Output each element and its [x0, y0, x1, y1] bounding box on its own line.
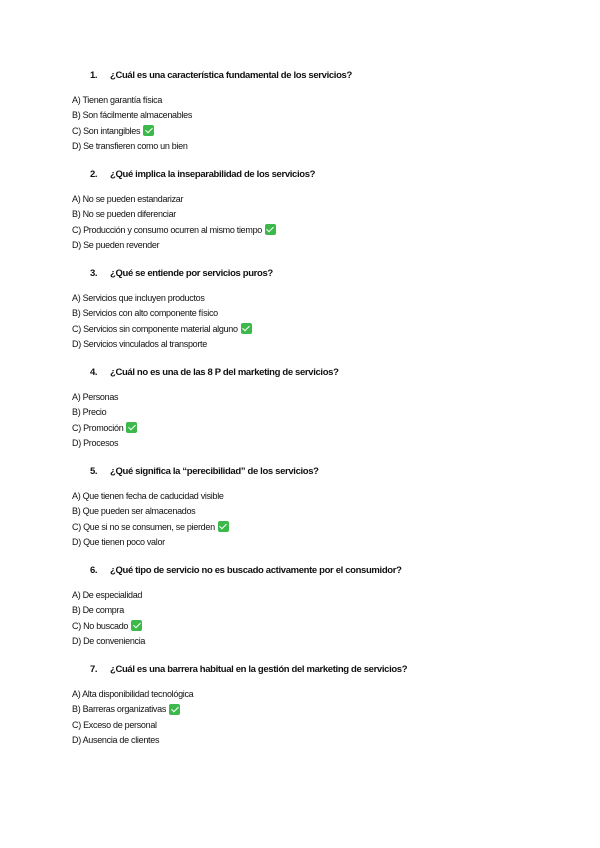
option-text: A) No se pueden estandarizar	[72, 193, 184, 204]
question-list	[72, 70, 572, 763]
option-text: A) Alta disponibilidad tecnológica	[72, 688, 194, 699]
answer-option	[72, 634, 572, 650]
option-text: A) Personas	[72, 391, 119, 402]
answer-option	[72, 686, 572, 702]
option-text: A) Tienen garantía física	[72, 94, 163, 105]
option-text: A) Que tienen fecha de caducidad visible	[72, 490, 224, 501]
question-text: ¿Qué se entiende por servicios puros?	[110, 268, 273, 279]
answer-option-correct	[72, 420, 572, 436]
question-heading	[72, 664, 572, 682]
answer-option	[72, 92, 572, 108]
option-text: B) Servicios con alto componente físico	[72, 308, 218, 319]
question-number: 4.	[90, 367, 98, 378]
question-5	[72, 466, 572, 550]
answer-option	[72, 488, 572, 504]
option-text: D) Servicios vinculados al transporte	[72, 339, 207, 350]
question-text: ¿Cuál es una característica fundamental de los servicios?	[110, 70, 352, 81]
answer-option-correct	[72, 618, 572, 634]
answer-option-correct	[72, 222, 572, 238]
answer-option-correct	[72, 123, 572, 139]
option-text: D) Que tienen poco valor	[72, 537, 165, 548]
question-number: 7.	[90, 664, 98, 675]
answer-option	[72, 603, 572, 619]
answer-option	[72, 733, 572, 749]
option-text: D) De conveniencia	[72, 636, 146, 647]
answer-option	[72, 290, 572, 306]
question-text: ¿Cuál es una barrera habitual en la gestión del marketing de servicios?	[110, 664, 408, 675]
question-text: ¿Qué implica la inseparabilidad de los servicios?	[110, 169, 316, 180]
answer-option	[72, 436, 572, 452]
question-heading	[72, 367, 572, 385]
option-text: B) Son fácilmente almacenables	[72, 110, 193, 121]
question-1	[72, 70, 572, 154]
question-number: 5.	[90, 466, 98, 477]
answer-option	[72, 306, 572, 322]
option-text: B) No se pueden diferenciar	[72, 209, 176, 220]
option-text: B) Barreras organizativas	[72, 704, 167, 715]
question-heading	[72, 466, 572, 484]
check-mark-icon	[169, 704, 180, 715]
question-text: ¿Qué tipo de servicio no es buscado activamente por el consumidor?	[110, 565, 402, 576]
answer-option	[72, 207, 572, 223]
option-text: B) Que pueden ser almacenados	[72, 506, 196, 517]
answer-option	[72, 337, 572, 353]
question-heading	[72, 268, 572, 286]
answer-option	[72, 587, 572, 603]
option-text: D) Se pueden revender	[72, 240, 160, 251]
question-7	[72, 664, 572, 748]
question-4	[72, 367, 572, 451]
answer-option-correct	[72, 702, 572, 718]
answer-option-correct	[72, 519, 572, 535]
question-3	[72, 268, 572, 352]
check-mark-icon	[131, 620, 142, 631]
option-text: C) Promoción	[72, 422, 124, 433]
answer-option	[72, 405, 572, 421]
answer-option	[72, 139, 572, 155]
question-number: 3.	[90, 268, 98, 279]
option-text: D) Se transfieren como un bien	[72, 141, 188, 152]
question-heading	[72, 70, 572, 88]
option-text: C) Exceso de personal	[72, 719, 157, 730]
check-mark-icon	[265, 224, 276, 235]
question-number: 2.	[90, 169, 98, 180]
option-text: D) Procesos	[72, 438, 119, 449]
answer-option-correct	[72, 321, 572, 337]
answer-option	[72, 535, 572, 551]
question-6	[72, 565, 572, 649]
answer-option	[72, 389, 572, 405]
option-text: C) No buscado	[72, 620, 129, 631]
question-number: 1.	[90, 70, 98, 81]
check-mark-icon	[241, 323, 252, 334]
option-text: C) Son intangibles	[72, 125, 141, 136]
option-text: C) Servicios sin componente material alguno	[72, 323, 238, 334]
option-text: B) Precio	[72, 407, 107, 418]
option-text: B) De compra	[72, 605, 124, 616]
answer-option	[72, 108, 572, 124]
question-text: ¿Cuál no es una de las 8 P del marketing de servicios?	[110, 367, 339, 378]
check-mark-icon	[126, 422, 137, 433]
answer-option	[72, 238, 572, 254]
question-text: ¿Qué significa la “perecibilidad” de los servicios?	[110, 466, 319, 477]
answer-option	[72, 504, 572, 520]
question-number: 6.	[90, 565, 98, 576]
answer-option	[72, 191, 572, 207]
check-mark-icon	[218, 521, 229, 532]
option-text: A) De especialidad	[72, 589, 143, 600]
question-heading	[72, 565, 572, 583]
check-mark-icon	[143, 125, 154, 136]
option-text: C) Que si no se consumen, se pierden	[72, 521, 215, 532]
option-text: C) Producción y consumo ocurren al mismo tiempo	[72, 224, 262, 235]
question-heading	[72, 169, 572, 187]
option-text: D) Ausencia de clientes	[72, 735, 160, 746]
answer-option	[72, 717, 572, 733]
option-text: A) Servicios que incluyen productos	[72, 292, 205, 303]
question-2	[72, 169, 572, 253]
